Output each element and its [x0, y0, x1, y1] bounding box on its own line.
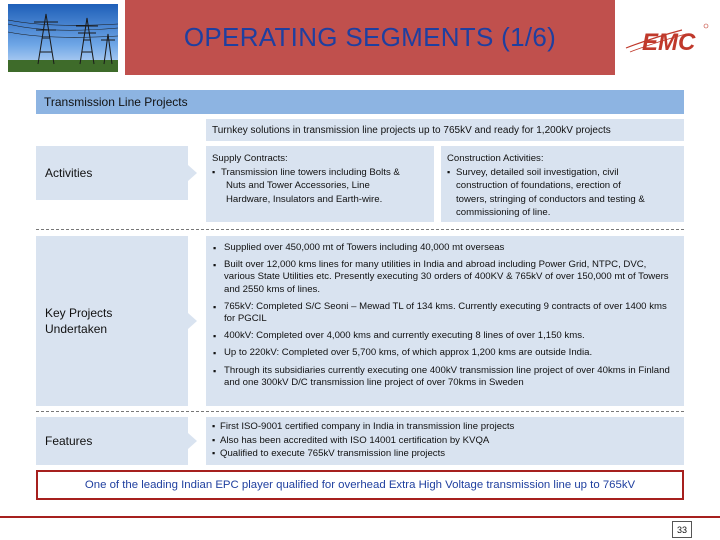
key-projects-label-line: Key Projects — [45, 306, 113, 320]
key-project-item: ▪ Up to 220kV: Completed over 5,700 kms, of which approx 1,200 kms are outside India. — [210, 347, 678, 359]
section-bar — [36, 90, 684, 114]
key-statement-box — [36, 470, 684, 500]
key-statement: One of the leading Indian EPC player qualified for overhead Extra High Voltage transmission line up to 765kV — [84, 479, 636, 491]
features-label: Features — [45, 434, 93, 448]
activities-label: Activities — [45, 166, 93, 180]
supply-line: Hardware, Insulators and Earth-wire. — [226, 193, 383, 205]
features-label-box — [36, 417, 188, 465]
construction-line: construction of foundations, erection of — [456, 180, 621, 191]
feature-item: ▪ Also has been accredited with ISO 14001 certification by KVQA — [212, 434, 490, 446]
activities-label-box — [36, 146, 188, 200]
features-box — [206, 417, 684, 465]
supply-line: ▪ Transmission line towers including Bolts & — [212, 166, 428, 180]
feature-item: ▪ First ISO-9001 certified company in India in transmission line projects — [212, 421, 515, 432]
footer-line — [0, 516, 720, 518]
key-projects-label-line: Undertaken — [45, 322, 108, 336]
turnkey-text: Turnkey solutions in transmission line projects up to 765kV and ready for 1,200kV projects — [212, 124, 611, 136]
divider — [36, 229, 684, 230]
supply-contracts-box — [206, 146, 434, 222]
logo-text: EMC — [642, 29, 696, 56]
key-project-item: ▪ 765kV: Completed S/C Seoni – Mewad TL of 134 kms. Currently executing 9 contracts of over 1400 kms for PGCIL — [210, 301, 678, 325]
divider — [36, 411, 684, 412]
title-banner — [125, 0, 615, 75]
feature-item: ▪ Qualified to execute 765kV transmission line projects — [212, 448, 446, 459]
activities-arrow — [188, 165, 197, 181]
construction-line: ▪ Survey, detailed soil investigation, civil — [447, 166, 678, 180]
key-projects-box — [206, 236, 684, 406]
key-projects-label-box — [36, 236, 188, 406]
supply-heading: Supply Contracts: — [212, 153, 288, 164]
emc-logo — [622, 18, 712, 60]
construction-line: commissioning of line. — [456, 207, 551, 218]
construction-line: towers, stringing of conductors and testing & — [456, 193, 645, 205]
supply-line: Nuts and Tower Accessories, Line — [226, 180, 370, 191]
key-project-item: ▪ Built over 12,000 kms lines for many utilities in India and abroad including Power Grid, NTPC, DVC, various State Utilities etc. Presently executing 30 orders of 400KV & 765kV of over 150,000 mt of Towers and 2550 kms of lines. — [210, 259, 678, 296]
section-title: Transmission Line Projects — [44, 95, 188, 109]
key-project-item: ▪ Supplied over 450,000 mt of Towers including 40,000 mt overseas — [210, 242, 678, 254]
features-arrow — [188, 433, 197, 449]
turnkey-summary — [206, 119, 684, 141]
page-number: 33 — [672, 521, 692, 538]
construction-activities-box — [441, 146, 684, 222]
transmission-towers-photo — [8, 4, 118, 72]
key-projects-arrow — [188, 313, 197, 329]
construction-heading: Construction Activities: — [447, 153, 544, 164]
key-project-item: ▪ 400kV: Completed over 4,000 kms and currently executing 8 lines of over 1,150 kms. — [210, 330, 678, 342]
page-title: OPERATING SEGMENTS (1/6) — [183, 22, 557, 52]
key-project-item: ▪ Through its subsidiaries currently executing one 400kV transmission line project of over 40kms in Finland and one 300kV D/C transmission line project of over 70kms in Sweden — [210, 365, 678, 389]
